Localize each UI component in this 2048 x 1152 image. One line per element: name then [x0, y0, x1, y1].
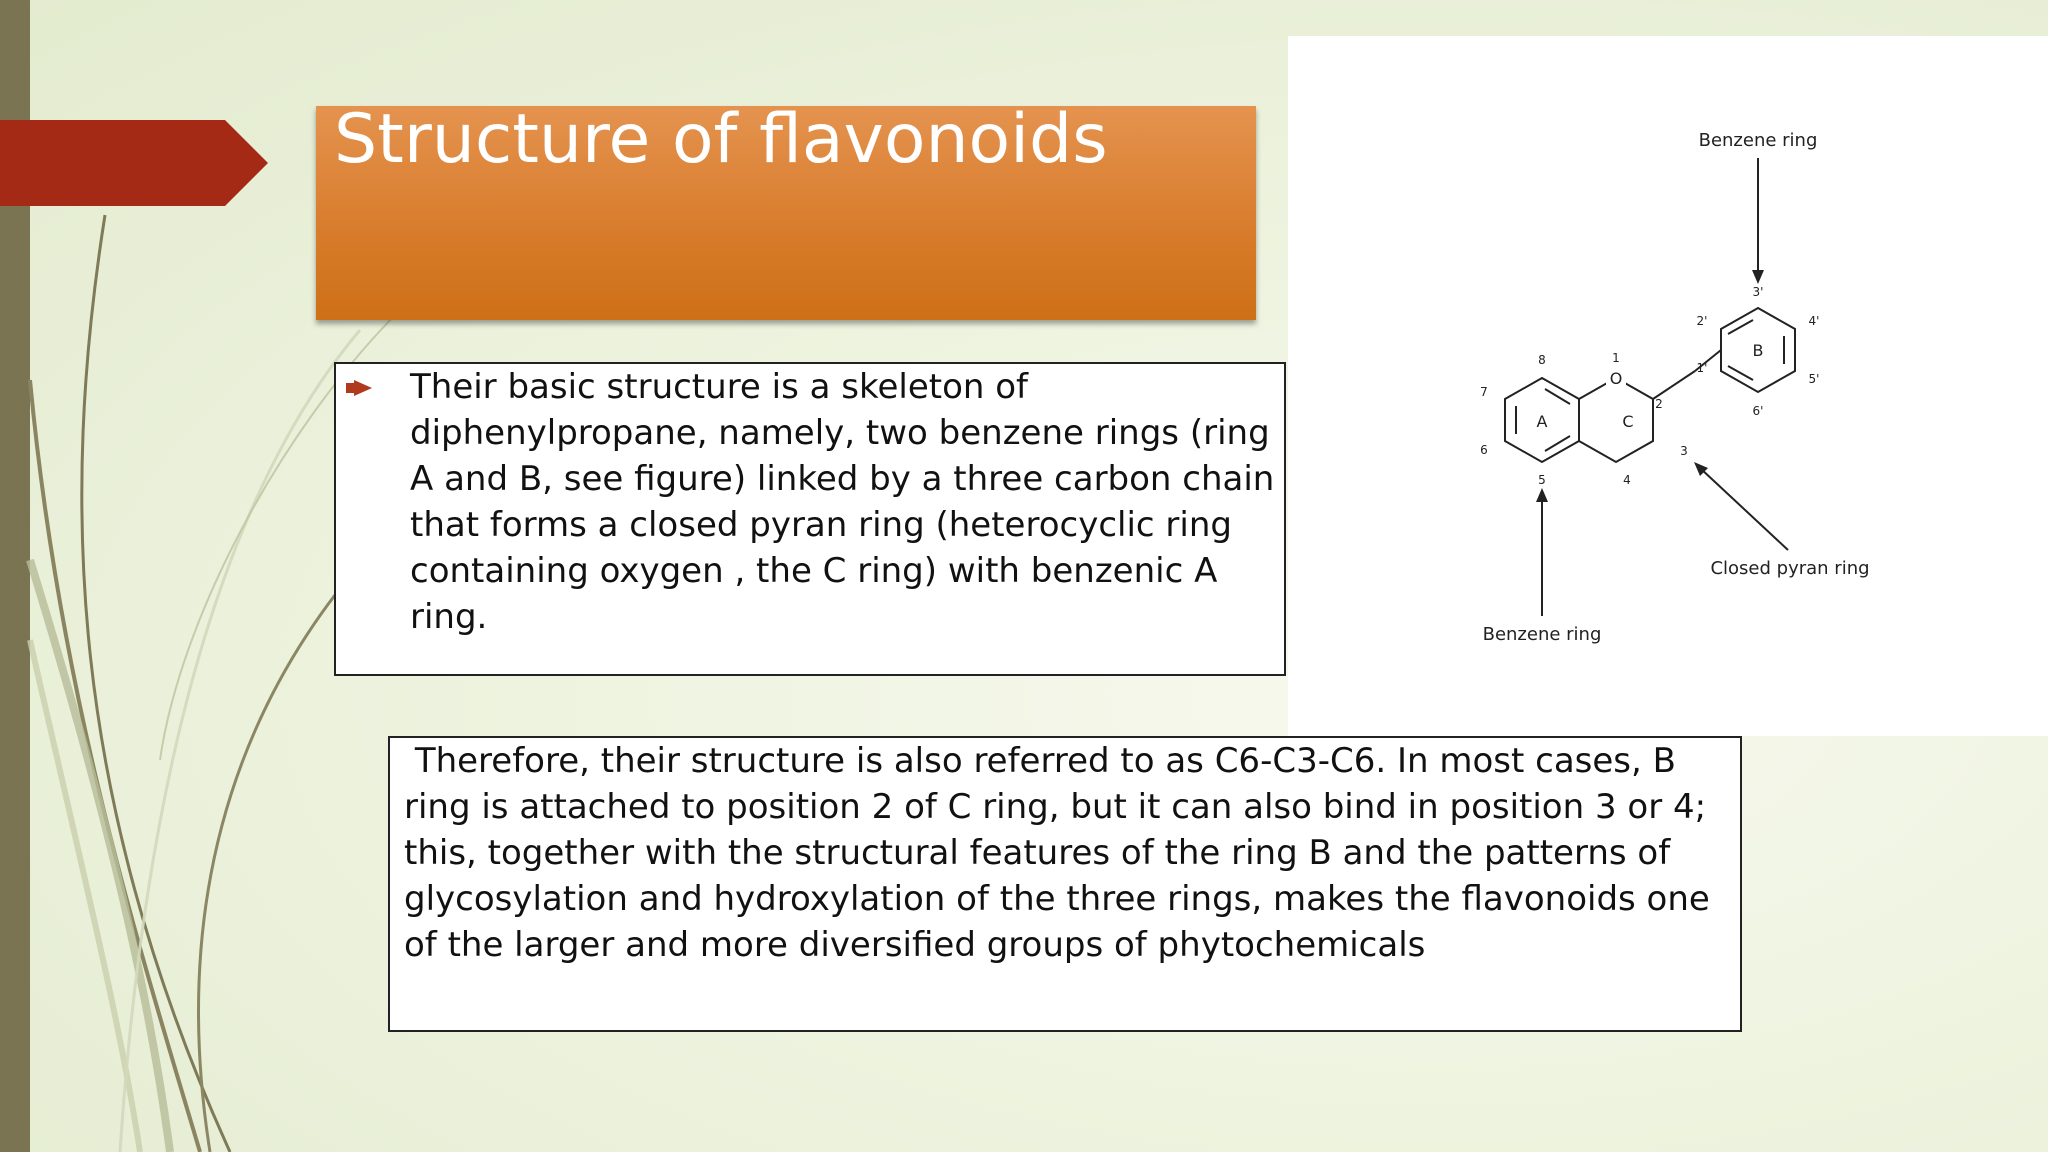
position-5: 5 [1538, 473, 1546, 487]
position-6: 6 [1480, 443, 1488, 457]
benzene-ring-label-top: Benzene ring [1698, 130, 1818, 151]
position-3: 3 [1680, 444, 1688, 458]
position-4-prime: 4' [1808, 314, 1820, 328]
flavonoid-structure-figure [1288, 36, 2048, 736]
ring-c-hexagon [1579, 378, 1653, 462]
position-8: 8 [1538, 353, 1546, 367]
flavonoid-diagram [1288, 36, 2048, 736]
explanation-text: Therefore, their structure is also referred to as C6-C3-C6. In most cases, B ring is attached to position 2 of C ring, but it can also bind in position 3 or 4; this, together with the structural features of the ring B and the patterns of glycosylation and hydroxylation of the three rings, makes the flavonoids one of the larger and more diversified groups of phytochemicals [404, 741, 1721, 965]
bullet-text: Their basic structure is a skeleton of diphenylpropane, namely, two benzene rings (ring A and B, see figure) linked by a three carbon chain that forms a closed pyran ring (heterocyclic ring containing oxygen , the C ring) with benzenic A ring. [410, 367, 1275, 637]
arrow-to-pyran-ring [1700, 468, 1788, 550]
position-2-prime: 2' [1696, 314, 1708, 328]
benzene-ring-label-bottom: Benzene ring [1482, 624, 1602, 645]
closed-pyran-ring-label: Closed pyran ring [1710, 558, 1870, 579]
position-7: 7 [1480, 385, 1488, 399]
position-1: 1 [1612, 351, 1620, 365]
title-arrow-accent [0, 120, 270, 206]
position-5-prime: 5' [1808, 372, 1820, 386]
position-6-prime: 6' [1752, 404, 1764, 418]
oxygen-atom-label: O [1609, 369, 1623, 388]
bullet-text-box [334, 362, 1286, 676]
position-4: 4 [1623, 473, 1631, 487]
ring-c-label: C [1622, 412, 1634, 431]
explanation-text-box [388, 736, 1742, 1032]
arrow-bullet-icon [354, 380, 372, 396]
position-1-prime: 1' [1696, 361, 1708, 375]
position-2: 2 [1655, 397, 1663, 411]
slide-title: Structure of flavonoids [334, 100, 1108, 179]
ring-a-label: A [1536, 412, 1548, 431]
ring-b-label: B [1752, 341, 1764, 360]
title-banner [316, 100, 1256, 320]
position-3-prime: 3' [1752, 285, 1764, 299]
